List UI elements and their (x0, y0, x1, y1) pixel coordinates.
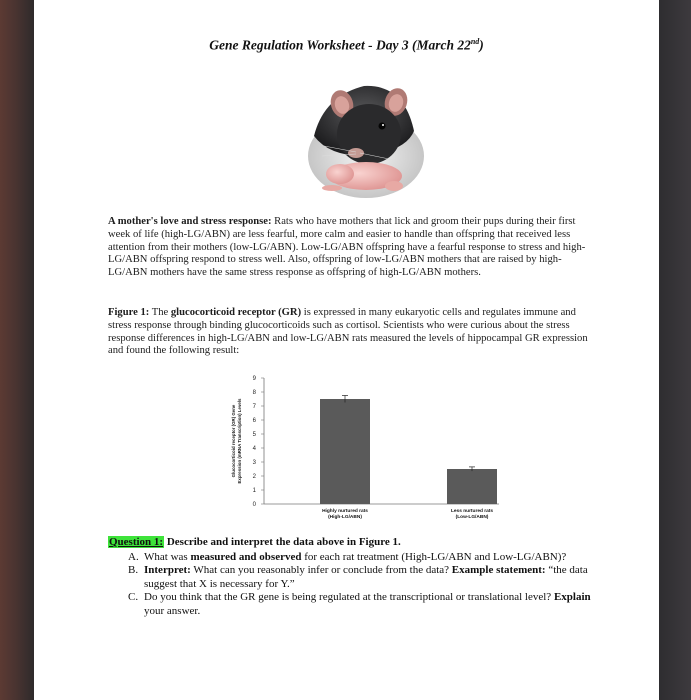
y-tick-label: 2 (252, 474, 256, 480)
y-tick-label: 7 (252, 404, 256, 410)
y-tick-label: 4 (252, 446, 256, 452)
y-tick-label: 9 (252, 376, 256, 382)
y-tick-label: 8 (252, 390, 256, 396)
gr-expression-bar-chart (154, 372, 514, 532)
question-text: Describe and interpret the data above in Figure 1. (164, 536, 401, 548)
y-tick-label: 6 (252, 418, 256, 424)
y-tick-label: 1 (252, 488, 256, 494)
title-superscript: nd (470, 37, 480, 46)
item-a-bold: measured and observed (190, 550, 302, 563)
item-text (144, 551, 608, 565)
y-tick-label: 3 (252, 460, 256, 466)
item-b-bold-1: Interpret: (144, 564, 191, 577)
y-tick-label: 0 (252, 502, 256, 508)
item-b-text-1: What can you reasonably infer or conclude from the data? (190, 564, 452, 577)
question-item-a (128, 551, 608, 565)
figure-text-1: The (149, 307, 171, 318)
item-letter: B. (128, 564, 139, 577)
question-tag: Question 1: (109, 536, 164, 548)
item-text (144, 564, 608, 591)
y-axis-label: Glucocorticoid receptor (GR) GeneExpression (mRNA Transcription) Levels (231, 398, 242, 484)
item-a-text-2: for each rat treatment (High-LG/ABN and Low-LG/ABN)? (301, 550, 567, 563)
question-item-c (128, 591, 608, 618)
page-title (34, 37, 659, 54)
title-end: ) (479, 37, 484, 53)
y-tick-label: 5 (252, 432, 256, 438)
item-b-text-2: “the data suggest that X is necessary for Y.” (144, 564, 588, 590)
bar-low-lg-abn (447, 469, 497, 504)
x-category-sublabel: (High-LG/ABN) (328, 515, 362, 520)
figure-text-2: is expressed in many eukaryotic cells and regulates immune and stress response through binding glucocorticoids such as cortisol. Scientists who were curious about the stress response differences in high-LG/ABN and low-LG/ABN rats measured the levels of hippocampal GR expression and found the following result: (108, 307, 588, 357)
question-item-b (128, 564, 608, 591)
item-b-bold-2: Example statement: (451, 564, 546, 577)
intro-paragraph (108, 216, 598, 280)
x-category-label: Less nurtured rats (450, 509, 494, 514)
item-letter: A. (128, 550, 139, 563)
worksheet-page (34, 0, 659, 700)
intro-lead: A mother's love and stress response: (108, 216, 272, 227)
item-letter: C. (128, 591, 139, 604)
question-block (108, 536, 608, 619)
figure-lead: Figure 1: (108, 307, 150, 318)
title-text: Gene Regulation Worksheet - Day 3 (March 22 (209, 37, 471, 53)
item-text (144, 591, 608, 618)
background-right-edge (659, 0, 691, 700)
question-heading (108, 536, 608, 550)
rat-with-pup-photo (284, 56, 434, 206)
intro-text: Rats who have mothers that lick and groom their pups during their first week of life (high-LG/ABN) are less fearful, more calm and easier to handle than offspring that received less attention from their mothers (low-LG/ABN). Low-LG/ABN offspring have a fearful response to stress and high-LG/ABN offspring respond to stress well. Also, offspring of low-LG/ABN mothers that are raised by high-LG/ABN mothers have the same stress response as offspring of high-LG/ABN mothers. (108, 216, 586, 279)
figure-bold-term: glucocorticoid receptor (GR) (170, 307, 302, 318)
item-c-bold: Explain (553, 591, 591, 604)
bar-high-lg-abn (320, 399, 370, 504)
item-c-text-1: Do you think that the GR gene is being regulated at the transcriptional or translational level? (144, 591, 554, 604)
item-c-text-2: your answer. (144, 604, 201, 617)
figure-paragraph (108, 307, 598, 358)
background-left-edge (0, 0, 34, 700)
item-a-text-1: What was (144, 550, 191, 563)
x-category-label: Highly nurtured rats (322, 509, 368, 514)
x-category-sublabel: (Low-LG/ABN) (455, 515, 489, 520)
